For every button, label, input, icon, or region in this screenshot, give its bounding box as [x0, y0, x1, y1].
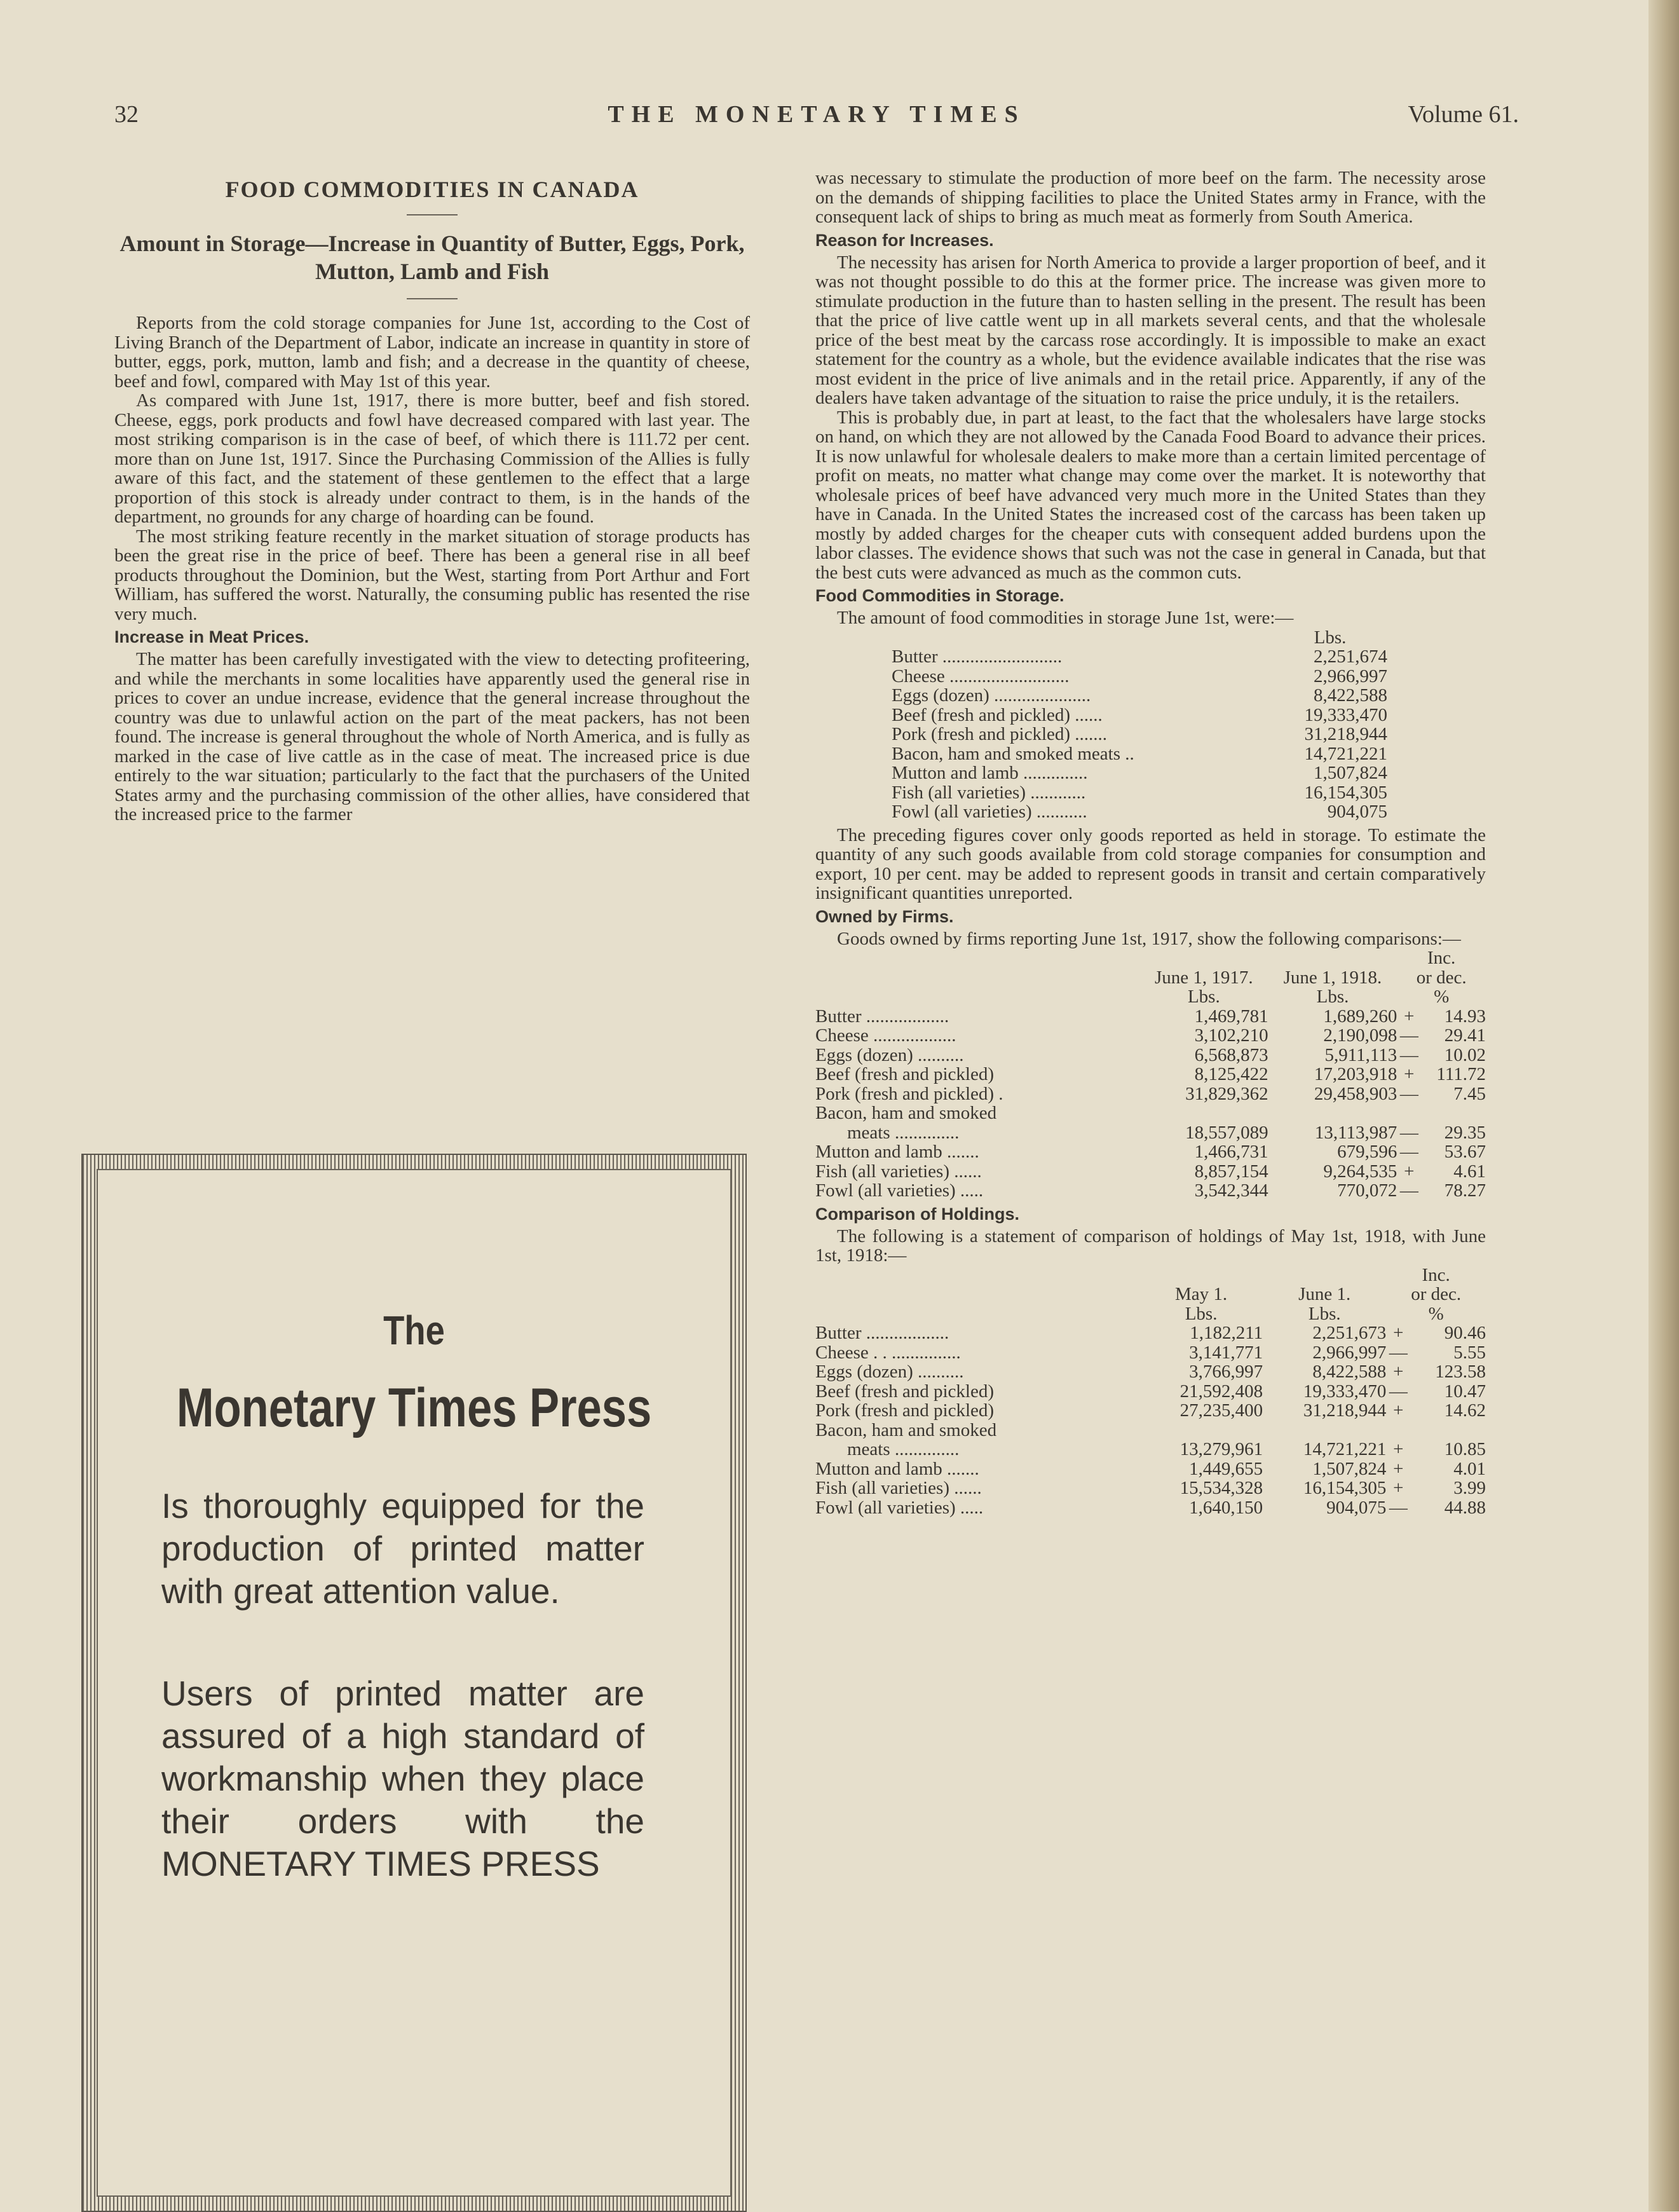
ad-heading-name: Monetary Times Press [176, 1377, 652, 1438]
row-label: Eggs (dozen) .......... [815, 1044, 964, 1065]
holdings-comparison-table [815, 1266, 1486, 1518]
table-row [815, 1142, 1486, 1162]
cell: 21,592,408 [1179, 1381, 1263, 1402]
cell: + [1393, 1362, 1404, 1382]
row-value: 1,507,824 [1314, 763, 1387, 783]
table-header-row [892, 628, 1387, 648]
paragraph: The amount of food commodities in storage June 1st, were:— [837, 608, 1294, 628]
cell: 2,190,098 [1323, 1025, 1397, 1046]
cell: 29.41 [1444, 1025, 1486, 1046]
cell: + [1404, 1006, 1415, 1027]
cell: 10.02 [1444, 1044, 1486, 1065]
cell: + [1393, 1478, 1404, 1498]
cell: 8,422,588 [1312, 1362, 1387, 1382]
cell: 78.27 [1444, 1180, 1486, 1201]
row-value: 2,251,674 [1314, 646, 1387, 667]
cell: 4.01 [1453, 1458, 1486, 1479]
divider [407, 214, 458, 215]
table-row [892, 706, 1387, 725]
cell: + [1393, 1400, 1404, 1421]
table-row [815, 1007, 1486, 1027]
cell: — [1399, 1083, 1418, 1104]
table-header-row [815, 1304, 1486, 1324]
cell: 7.45 [1453, 1083, 1486, 1104]
paragraph: This is probably due, in part at least, to the fact that the wholesalers have large stocks on hand, on which they are not allowed by the Canada Food Board to advance their prices. It is now unlawful for wholesale dealers to make more than a certain limited percentage of profit on meats, no matter what change may come over the market. It is noteworthy that wholesale prices of beef have advanced very much more in the United States than they have in Canada. In the United States the increased cost of the carcass has been taken up mostly by added charges for the cheaper cuts with consequent added burdens upon the labor classes. The evidence shows that such was not the case in general in Canada, but that the best cuts were advanced as much as the common cuts. [815, 407, 1486, 583]
page-number: 32 [114, 101, 139, 128]
cell: — [1399, 1044, 1418, 1065]
table-row [892, 783, 1387, 803]
row-label: Cheese .................. [815, 1025, 956, 1046]
table-header-row [815, 987, 1486, 1007]
cell: 16,154,305 [1303, 1478, 1387, 1498]
table-row [815, 1065, 1486, 1084]
column-header: Lbs. [1185, 1303, 1218, 1324]
table-header-row [815, 948, 1486, 968]
row-label: Cheese .......................... [892, 666, 1070, 686]
cell: 13,113,987 [1314, 1122, 1397, 1143]
cell: 1,469,781 [1194, 1006, 1268, 1027]
row-label: Mutton and lamb ....... [815, 1458, 979, 1479]
cell: 3,102,210 [1194, 1025, 1268, 1046]
cell: 1,182,211 [1190, 1323, 1263, 1343]
table-row [892, 686, 1387, 706]
cell: 10.85 [1444, 1439, 1486, 1459]
advertisement-inner [97, 1169, 731, 2197]
row-label: Pork (fresh and pickled) [815, 1400, 995, 1421]
cell: — [1389, 1497, 1408, 1518]
row-label: Butter .......................... [892, 646, 1063, 667]
table-row [815, 1026, 1486, 1046]
paragraph: The matter has been carefully investigated with the view to detecting profiteering, and while the merchants in some localities have apparently used the general rise in prices to cover an undue increase, evidence that the general increase throughout the country was due to unlawful action on the part of the meat packers, has not been found. The increase is general throughout the whole of North America, and is fully as marked in the case of live cattle as in the case of meat. The increased price is due entirely to the war situation; particularly to the fact that the purchasers of the United States army and the purchasing commission of the other allies, have considered that the increased price to the farmer [114, 649, 750, 824]
publication-title: THE MONETARY TIMES [608, 101, 1026, 128]
cell: 13,279,961 [1179, 1439, 1263, 1459]
row-label: Butter .................. [815, 1006, 949, 1027]
table-row [892, 744, 1387, 764]
row-label: Eggs (dozen) ..................... [892, 685, 1091, 706]
row-label: Bacon, ham and smoked [815, 1103, 997, 1123]
cell: 1,507,824 [1312, 1458, 1387, 1479]
row-label: Mutton and lamb ....... [815, 1142, 979, 1162]
cell: 3.99 [1453, 1478, 1486, 1498]
row-label: Fowl (all varieties) ..... [815, 1180, 984, 1201]
column-header: May 1. [1174, 1284, 1228, 1304]
cell: 1,640,150 [1189, 1497, 1263, 1518]
table-row [815, 1362, 1486, 1382]
column-header: June 1, 1917. [1154, 967, 1253, 988]
cell: 19,333,470 [1303, 1381, 1387, 1402]
column-header: % [1428, 1303, 1444, 1324]
article-title: FOOD COMMODITIES IN CANADA [225, 177, 639, 202]
row-label: Fowl (all varieties) ........... [892, 802, 1087, 822]
ad-paragraph: Users of printed matter are assured of a high standard of workmanship when they place their orders with the MONETARY TIMES PRESS [161, 1674, 644, 1883]
column-header: or dec. [1411, 1284, 1462, 1304]
table-row [892, 763, 1387, 783]
cell: 44.88 [1444, 1497, 1486, 1518]
row-label: Cheese . . ............... [815, 1342, 961, 1363]
table-row [892, 647, 1387, 667]
column-header: Lbs. [1187, 987, 1220, 1007]
row-label: Pork (fresh and pickled) . [815, 1083, 1003, 1104]
column-header: or dec. [1416, 967, 1467, 988]
cell: 111.72 [1436, 1064, 1486, 1084]
cell: 14.93 [1444, 1006, 1486, 1027]
table-row [892, 667, 1387, 686]
row-label: Fish (all varieties) ...... [815, 1161, 982, 1182]
column-header: Inc. [1422, 1264, 1450, 1285]
cell: 770,072 [1337, 1180, 1397, 1201]
table-row [815, 1323, 1486, 1343]
row-label: Pork (fresh and pickled) ....... [892, 724, 1108, 744]
cell: 29.35 [1444, 1122, 1486, 1143]
row-value: 16,154,305 [1304, 782, 1387, 803]
row-label: Beef (fresh and pickled) [815, 1064, 995, 1084]
volume-label: Volume 61. [1408, 101, 1519, 128]
cell: 5.55 [1453, 1342, 1486, 1363]
cell: + [1393, 1439, 1404, 1459]
table-row [815, 1382, 1486, 1402]
table-row [815, 1084, 1486, 1104]
cell: 3,542,344 [1194, 1180, 1268, 1201]
row-label: Fowl (all varieties) ..... [815, 1497, 984, 1518]
table-row [815, 1181, 1486, 1201]
right-column [815, 168, 1486, 1517]
table-row [815, 1123, 1486, 1143]
cell: 1,449,655 [1189, 1458, 1263, 1479]
cell: 31,829,362 [1185, 1083, 1268, 1104]
storage-table [892, 628, 1387, 822]
divider [407, 298, 458, 299]
table-row [815, 1401, 1486, 1421]
paragraph: The following is a statement of comparison of holdings of May 1st, 1918, with June 1st, 1918:— [815, 1225, 1486, 1266]
paragraph: Goods owned by firms reporting June 1st, 1917, show the following comparisons:— [837, 928, 1461, 949]
cell: — [1399, 1025, 1418, 1046]
section-heading: Reason for Increases. [815, 230, 994, 250]
row-label: meats .............. [847, 1439, 960, 1459]
cell: — [1399, 1180, 1418, 1201]
row-label: Bacon, ham and smoked [815, 1419, 997, 1440]
section-heading: Food Commodities in Storage. [815, 586, 1064, 605]
cell: 8,125,422 [1194, 1064, 1268, 1084]
owned-by-firms-table [815, 948, 1486, 1201]
cell: 27,235,400 [1179, 1400, 1263, 1421]
row-label: Beef (fresh and pickled) [815, 1381, 995, 1402]
page-edge [1648, 0, 1679, 2211]
row-label: Beef (fresh and pickled) ...... [892, 704, 1103, 725]
cell: 904,075 [1326, 1497, 1387, 1518]
cell: 3,766,997 [1189, 1362, 1263, 1382]
article-subtitle: Amount in Storage—Increase in Quantity of Butter, Eggs, Pork, Mutton, Lamb and Fish [119, 231, 745, 284]
paragraph: The preceding figures cover only goods reported as held in storage. To estimate the quantity of any such goods available from cold storage companies for consumption and export, 10 per cent. may be added to represent goods in transit and certain comparatively insignificant quantities unreported. [815, 824, 1486, 903]
cell: 2,966,997 [1312, 1342, 1387, 1363]
cell: 679,596 [1337, 1142, 1397, 1162]
cell: 6,568,873 [1194, 1044, 1268, 1065]
row-value: 2,966,997 [1314, 666, 1387, 686]
cell: 3,141,771 [1189, 1342, 1263, 1363]
ad-heading-the: The [383, 1307, 445, 1353]
paragraph: The most striking feature recently in the market situation of storage products has been the great rise in the price of beef. There has been a general rise in all beef products throughout the Dominion, but the West, starting from Port Arthur and Fort William, has suffered the worst. Naturally, the consuming public has resented the rise very much. [114, 526, 750, 624]
table-header-row [815, 1266, 1486, 1285]
cell: 90.46 [1444, 1323, 1486, 1343]
section-heading: Increase in Meat Prices. [114, 627, 309, 646]
column-header: Lbs. [1308, 1303, 1341, 1324]
section-heading: Owned by Firms. [815, 906, 954, 926]
cell: 14,721,221 [1303, 1439, 1387, 1459]
row-value: 8,422,588 [1314, 685, 1387, 706]
cell: — [1399, 1122, 1418, 1143]
paragraph: The necessity has arisen for North America to provide a larger proportion of beef, and it was not thought possible to do this at the former price. The increase was given more to stimulate production in the future than to hasten selling in the present. The result has been that the price of live cattle went up in all markets several cents, and that the wholesale price of the best meat by the carcass rose accordingly. It is impossible to make an exact statement for the country as a whole, but the evidence available indicates that the rise was most evident in the price of live animals and in the retail price. Apparently, if any of the dealers have taken advantage of the situation to raise the price unduly, it is the retailers. [815, 252, 1486, 408]
column-header: Lbs. [1316, 987, 1349, 1007]
page-header [114, 100, 1519, 139]
column-header: June 1. [1298, 1284, 1351, 1304]
cell: 14.62 [1444, 1400, 1486, 1421]
row-value: 904,075 [1327, 802, 1387, 822]
row-value: 19,333,470 [1304, 704, 1387, 725]
cell: 4.61 [1453, 1161, 1486, 1182]
column-header: June 1, 1918. [1283, 967, 1382, 988]
advertisement-box [81, 1154, 747, 2212]
left-column [114, 168, 750, 824]
paragraph: As compared with June 1st, 1917, there is more butter, beef and fish stored. Cheese, eggs, pork products and fowl have decreased compared with last year. The most striking comparison is in the case of beef, of which there is 111.72 per cent. more than on June 1st, 1917. Since the Purchasing Commission of the Allies is fully aware of this fact, and the statement of these gentlemen to the effect that a large proportion of this stock is already under contract to them, is in the hands of the department, no grounds for any charge of hoarding can be found. [114, 390, 750, 527]
cell: + [1404, 1064, 1415, 1084]
table-row [815, 1103, 1486, 1123]
table-row [815, 1343, 1486, 1363]
cell: 15,534,328 [1179, 1478, 1263, 1498]
row-label: Butter .................. [815, 1323, 949, 1343]
ad-paragraph: Is thoroughly equipped for the production of printed matter with great attention value. [161, 1486, 644, 1611]
row-label: Fish (all varieties) ............ [892, 782, 1086, 803]
table-row [815, 1421, 1486, 1440]
row-label: meats .............. [847, 1122, 960, 1143]
row-label: Mutton and lamb .............. [892, 763, 1088, 783]
table-row [815, 1046, 1486, 1065]
cell: 123.58 [1435, 1362, 1486, 1382]
column-header: Inc. [1427, 948, 1456, 968]
table-row [815, 1162, 1486, 1182]
table-row [892, 725, 1387, 744]
cell: + [1393, 1323, 1404, 1343]
cell: 17,203,918 [1314, 1064, 1397, 1084]
cell: 1,466,731 [1194, 1142, 1268, 1162]
cell: + [1393, 1458, 1404, 1479]
paragraph: Reports from the cold storage companies for June 1st, according to the Cost of Living Branch of the Department of Labor, indicate an increase in quantity in store of butter, eggs, pork, mutton, lamb and fish; and a decrease in the quantity of cheese, beef and fowl, compared with May 1st of this year. [114, 313, 750, 392]
row-label: Bacon, ham and smoked meats .. [892, 743, 1134, 764]
table-row [892, 802, 1387, 822]
cell: 9,264,535 [1323, 1161, 1397, 1182]
table-row [815, 1459, 1486, 1479]
cell: 5,911,113 [1324, 1044, 1397, 1065]
table-row [815, 1498, 1486, 1518]
cell: 53.67 [1444, 1142, 1486, 1162]
column-header: % [1434, 987, 1450, 1007]
cell: — [1389, 1381, 1408, 1402]
row-value: 31,218,944 [1304, 724, 1387, 744]
cell: 8,857,154 [1194, 1161, 1268, 1182]
row-label: Eggs (dozen) .......... [815, 1362, 964, 1382]
table-header-row [815, 1285, 1486, 1304]
cell: — [1389, 1342, 1408, 1363]
cell: 31,218,944 [1303, 1400, 1387, 1421]
cell: 1,689,260 [1323, 1006, 1397, 1027]
row-label: Fish (all varieties) ...... [815, 1478, 982, 1498]
table-row [815, 1440, 1486, 1459]
section-heading: Comparison of Holdings. [815, 1204, 1019, 1224]
cell: 10.47 [1444, 1381, 1486, 1402]
table-header-row [815, 968, 1486, 988]
cell: 29,458,903 [1314, 1083, 1397, 1104]
row-value: 14,721,221 [1304, 743, 1387, 764]
cell: 18,557,089 [1185, 1122, 1268, 1143]
cell: + [1404, 1161, 1415, 1182]
cell: 2,251,673 [1312, 1323, 1387, 1343]
table-row [815, 1478, 1486, 1498]
paragraph: was necessary to stimulate the production of more beef on the farm. The necessity arose on the demands of shipping facilities to place the United States army in France, with the consequent lack of ships to bring as much meat as formerly from South America. [815, 168, 1486, 227]
column-header: Lbs. [1314, 627, 1347, 648]
cell: — [1399, 1142, 1418, 1162]
